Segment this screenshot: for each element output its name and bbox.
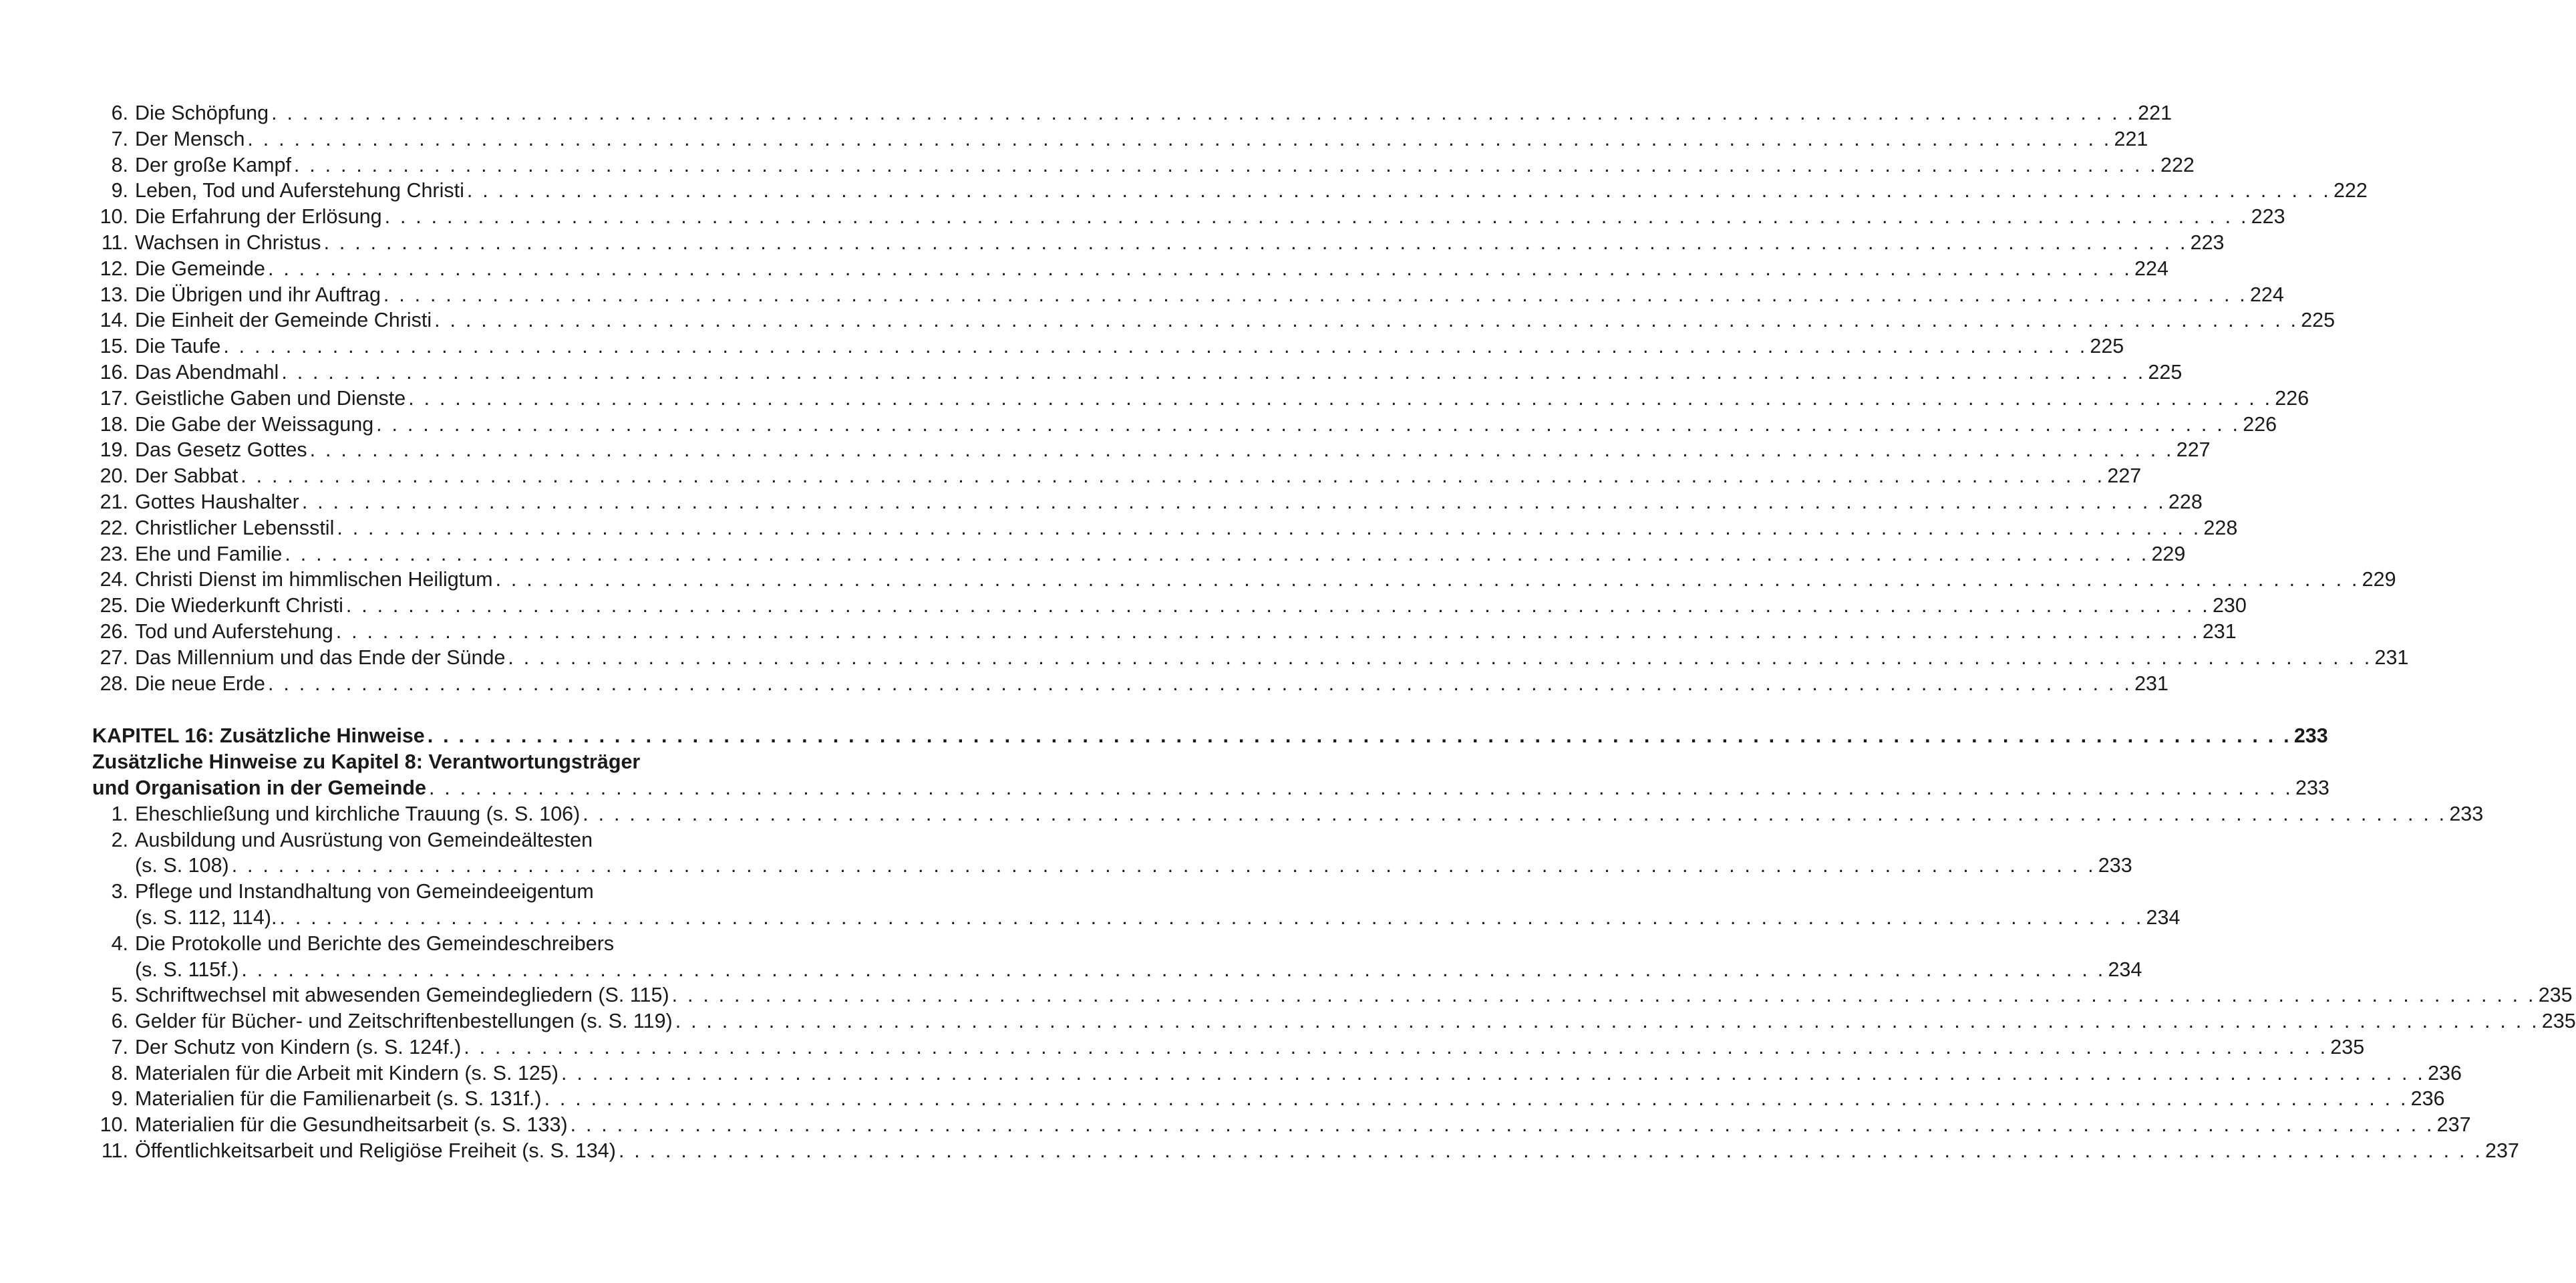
toc-entry[interactable] (92, 567, 2396, 593)
toc-entry[interactable] (92, 1086, 2445, 1112)
dot-leader: . . . . . . . . . . . . . . . . . . . . . . . . . . . . . . . . . . . . . . . . . . . . . . . . . . . . . . . . . . . . . . . . . . . . . . . . . . . . . . . . . . . . . . . . . . . . . . . . . . . . . . . . . . . . . . . . . . . . . . . . (466, 179, 2331, 202)
entry-number: 27. (100, 646, 128, 669)
entry-title: Die Gemeinde (135, 257, 265, 280)
entry-number: 8. (111, 1061, 128, 1085)
entry-number: 6. (111, 102, 128, 124)
dot-leader: . . . . . . . . . . . . . . . . . . . . . . . . . . . . . . . . . . . . . . . . . . . . . . . . . . . . . . . . . . . . . . . . . . . . . . . . . . . . . . . . . . . . . . . . . . . . . . . . . . . . . . . . . . . . . . . . . . . . . . . . (335, 619, 2200, 643)
dot-leader: . . . . . . . . . . . . . . . . . . . . . . . . . . . . . . . . . . . . . . . . . . . . . . . . . . . . . . . . . . . . . . . . . . . . . . . . . . . . . . . . . . . . . . . . . . . . . . . . . . . . . . . . . . . . . . . . . . . . . . . . (231, 854, 2096, 877)
entry-title: Der große Kampf (135, 153, 291, 176)
entry-page: 226 (2275, 386, 2309, 410)
entry-page: 231 (2374, 646, 2409, 669)
toc-entry[interactable] (92, 412, 2277, 438)
entry-number: 25. (100, 594, 128, 617)
dot-leader: . . . . . . . . . . . . . . . . . . . . . . . . . . . . . . . . . . . . . . . . . . . . . . . . . . . . . . . . . . . . . . . . . . . . . . . . . . . . . . . . . . . . . . . . . . . . . . . . . . . . . . . . . . . . . . . . . . . . . . . . (271, 102, 2136, 124)
entry-title: Die Erfahrung der Erlösung (135, 205, 382, 229)
toc-entry[interactable] (92, 1138, 2519, 1164)
toc-entry[interactable] (92, 541, 2186, 567)
toc-entry[interactable] (92, 126, 2148, 152)
toc-entry[interactable] (92, 1034, 2365, 1060)
dot-leader: . . . . . . . . . . . . . . . . . . . . . . . . . . . . . . . . . . . . . . . . . . . . . . . . . . . . . . . . . . . . . . . . . . . . . . . . . . . . . . . . . . . . . . . . . . . . . . . . . . . . . . . . . . . . . . . . . . . . . . . . (241, 958, 2106, 981)
entry-page: 235 (2541, 1010, 2576, 1033)
section-title-line2: und Organisation in der Gemeinde (92, 776, 426, 799)
toc-entry[interactable] (92, 178, 2368, 204)
entry-title: Christi Dienst im himmlischen Heiligtum (135, 568, 493, 591)
entry-title-continuation: (s. S. 112, 114). (135, 905, 277, 929)
entry-title-continuation: (s. S. 108) (135, 854, 229, 877)
dot-leader: . . . . . . . . . . . . . . . . . . . . . . . . . . . . . . . . . . . . . . . . . . . . . . . . . . . . . . . . . . . . . . . . . . . . . . . . . . . . . . . . . . . . . . . . . . . . . . . . . . . . . . . . . . . . . . . . . . . . . . . . (671, 984, 2536, 1007)
toc-entry[interactable] (92, 619, 2237, 645)
entry-page: 235 (2330, 1035, 2365, 1058)
entry-number: 23. (100, 542, 128, 565)
table-of-contents (92, 100, 2576, 1164)
dot-leader: . . . . . . . . . . . . . . . . . . . . . . . . . . . . . . . . . . . . . . . . . . . . . . . . . . . . . . . . . . . . . . . . . . . . . . . . . . . . . . . . . . . . . . . . . . . . . . . . . . . . . . . . . . . . . . . . . . . . . . . . (675, 1010, 2539, 1033)
toc-entry[interactable] (92, 1112, 2471, 1138)
dot-leader: . . . . . . . . . . . . . . . . . . . . . . . . . . . . . . . . . . . . . . . . . . . . . . . . . . . . . . . . . . . . . . . . . . . . . . . . . . . . . . . . . . . . . . . . . . . . . . . . . . . . . . . . . . . . . . . . . . . . . . . . (268, 672, 2132, 695)
entry-title: Die Schöpfung (135, 102, 269, 124)
entry-number: 26. (100, 619, 128, 643)
entry-page: 234 (2146, 905, 2181, 929)
entry-page: 235 (2538, 984, 2573, 1007)
entry-page: 223 (2251, 205, 2285, 229)
dot-leader: . . . . . . . . . . . . . . . . . . . . . . . . . . . . . . . . . . . . . . . . . . . . . . . . . . . . . . . . . . . . . . . . . . . . . . . . . . . . . . . . . . . . . . . . . . . . . . . . . . . . . . . . . . . . . . . . . . . . . . . . (240, 464, 2105, 488)
toc-entry[interactable] (92, 879, 731, 905)
entry-page: 224 (2134, 257, 2168, 280)
entry-page: 231 (2202, 619, 2237, 643)
entry-page: 227 (2107, 464, 2142, 488)
dot-leader: . . . . . . . . . . . . . . . . . . . . . . . . . . . . . . . . . . . . . . . . . . . . . . . . . . . . . . . . . . . . . . . . . . . . . . . . . . . . . . . . . . . . . . . . . . . . . . . . . . . . . . . . . . . . . . . . . . . . . . . . (434, 309, 2299, 332)
entry-page: 225 (2090, 335, 2124, 358)
entry-number: 24. (100, 568, 128, 591)
dot-leader: . . . . . . . . . . . . . . . . . . . . . . . . . . . . . . . . . . . . . . . . . . . . . . . . . . . . . . . . . . . . . . . . . . . . . . . . . . . . . . . . . . . . . . . . . . . . . . . . . . . . . . . . . . . . . . . . . . . . . . . . (345, 594, 2210, 617)
entry-number: 6. (111, 1010, 128, 1033)
dot-leader: . . . . . . . . . . . . . . . . . . . . . . . . . . . . . . . . . . . . . . . . . . . . . . . . . . . . . . . . . . . . . . . . . . . . . . . . . . . . . . . . . . . . . . . . . . . . . . . . . . . . . . . . . . . . . . . . . . . . . . . . (383, 283, 2247, 306)
entry-title: Der Sabbat (135, 464, 238, 488)
dot-leader: . . . . . . . . . . . . . . . . . . . . . . . . . . . . . . . . . . . . . . . . . . . . . . . . . . . . . . . . . . . . . . . . . . . . . . . . . . . . . . . . . . . . . . . . . . . . . . . . . . . . . . . . . . . . . . . . . . . . . . . . (301, 490, 2166, 513)
entry-title: Pflege und Instandhaltung von Gemeindeeigentum (135, 880, 594, 903)
toc-entry[interactable] (92, 671, 2168, 697)
dot-leader: . . . . . . . . . . . . . . . . . . . . . . . . . . . . . . . . . . . . . . . . . . . . . . . . . . . . . . . . . . . . . . . . . . . . . . . . . . . . . . . . . . . . . . . . . . . . . . . . . . . . . . . . . . . . . . . . . . . . . . . . (570, 1113, 2434, 1137)
dot-leader: . . . . . . . . . . . . . . . . . . . . . . . . . . . . . . . . . . . . . . . . . . . . . . . . . . . . . . . . . . . . . . . . . . . . . . . . . . . . . . . . . . . . . . . . . . . . . . . . . . . . . . . . . . . . . . . . . . . . . . . . (337, 516, 2201, 539)
entry-number: 22. (100, 516, 128, 539)
toc-entry[interactable] (92, 515, 2238, 541)
entry-title: Leben, Tod und Auferstehung Christi (135, 179, 464, 202)
dot-leader: . . . . . . . . . . . . . . . . . . . . . . . . . . . . . . . . . . . . . . . . . . . . . . . . . . . . . . . . . . . . . . . . . . . . . . . . . . . . . . . . . . . . . . . . . . . . . . . . . . . . . . . . . . . . . . . . . . . . . . . . (293, 153, 2158, 176)
toc-entry[interactable] (92, 256, 2168, 282)
dot-leader: . . . . . . . . . . . . . . . . . . . . . . . . . . . . . . . . . . . . . . . . . . . . . . . . . . . . . . . . . . . . . . . . . . . . . . . . . . . . . . . . . . . . . . . . . . . . . . . . . . . . . . . . . . . . . . . . . . . . . . . . (384, 205, 2249, 229)
entry-title: Öffentlichkeitsarbeit und Religiöse Freiheit (s. S. 134) (135, 1139, 616, 1163)
entry-page: 221 (2114, 127, 2148, 150)
entry-page: 221 (2138, 102, 2172, 124)
toc-entry[interactable] (92, 801, 2484, 827)
entry-title: Ehe und Familie (135, 542, 283, 565)
dot-leader: . . . . . . . . . . . . . . . . . . . . . . . . . . . . . . . . . . . . . . . . . . . . . . . . . . . . . . . . . . . . . . . . . . . . . . . . . . . . . . . . . . . . . . . . . . . . . . . . . . . . . . . . . . . . . . . . . . . . . . . . (464, 1035, 2328, 1058)
dot-leader: . . . . . . . . . . . . . . . . . . . . . . . . . . . . . . . . . . . . . . . . . . . . . . . . . . . . . . . . . . . . . . . . . . . . . . . . . . . . . . . . . . . . . . . . . . . . . . . . . . . . . . . . . . . . . . . . . . . . . . . . (561, 1061, 2426, 1085)
entry-number: 10. (100, 205, 128, 229)
entry-page: 227 (2176, 438, 2211, 462)
dot-leader: . . . . . . . . . . . . . . . . . . . . . . . . . . . . . . . . . . . . . . . . . . . . . . . . . . . . . . . . . . . . . . . . . . . . . . . . . . . . . . . . . . . . . . . . . . . . . . . . . . . . . . . . . . . . . . . . . . . . . . . . (281, 360, 2146, 384)
entry-number: 5. (111, 984, 128, 1007)
toc-entry[interactable] (92, 152, 2195, 178)
toc-entry[interactable] (92, 437, 2211, 463)
entry-title: Gottes Haushalter (135, 490, 299, 513)
toc-entry[interactable] (92, 282, 2284, 308)
entry-page: 230 (2212, 594, 2247, 617)
entry-number: 28. (100, 672, 128, 695)
entry-title: Die Gabe der Weissagung (135, 412, 374, 436)
entry-title: Die Einheit der Gemeinde Christi (135, 309, 432, 332)
entry-number: 2. (111, 828, 128, 851)
toc-entry[interactable] (92, 645, 2409, 671)
entry-number: 18. (100, 412, 128, 436)
entry-page: 231 (2134, 672, 2168, 695)
entry-number: 17. (100, 386, 128, 410)
entry-number: 20. (100, 464, 128, 488)
toc-entry[interactable] (92, 827, 731, 853)
entry-title: Die Wiederkunft Christi (135, 594, 343, 617)
entry-number: 7. (111, 127, 128, 150)
toc-list-notes (92, 801, 2576, 1164)
toc-entry[interactable] (92, 204, 2285, 230)
entry-title: Gelder für Bücher- und Zeitschriftenbestellungen (s. S. 119) (135, 1010, 673, 1033)
entry-number: 3. (111, 880, 128, 903)
entry-number: 4. (111, 932, 128, 955)
entry-number: 7. (111, 1035, 128, 1058)
entry-title: Geistliche Gaben und Dienste (135, 386, 406, 410)
toc-entry[interactable] (92, 307, 2336, 333)
dot-leader: . . . . . . . . . . . . . . . . . . . . . . . . . . . . . . . . . . . . . . . . . . . . . . . . . . . . . . . . . . . . . . . . . . . . . . . . . . . . . . . . . . . . . . . . . . . . . . . . . . . . . . . . . . . . . . . . . . . . . . . . (408, 386, 2273, 410)
dot-leader: . . . . . . . . . . . . . . . . . . . . . . . . . . . . . . . . . . . . . . . . . . . . . . . . . . . . . . . . . . . . . . . . . . . . . . . . . . . . . . . . . . . . . . . . . . . . . . . . . . . . . . . . . . . . . . . . . . . . . . . . (618, 1139, 2482, 1163)
toc-entry[interactable] (92, 1060, 2462, 1087)
entry-page: 236 (2410, 1087, 2445, 1111)
entry-title: Die Übrigen und ihr Auftrag (135, 283, 381, 306)
chapter-title: KAPITEL 16: Zusätzliche Hinweise (92, 724, 425, 748)
entry-page: 233 (2449, 802, 2484, 825)
dot-leader: . . . . . . . . . . . . . . . . . . . . . . . . . . . . . . . . . . . . . . . . . . . . . . . . . . . . . . . . . . . . . . . . . . . . . . . . . . . . . . . . . . . . . . . . . . . . . . . . . . . . . . . . . . . . . . . . . . . . . . . . (323, 231, 2188, 254)
entry-page: 236 (2428, 1061, 2462, 1085)
toc-entry[interactable] (92, 230, 2225, 256)
toc-entry-continuation[interactable] (92, 957, 2142, 983)
dot-leader: . . . . . . . . . . . . . . . . . . . . . . . . . . . . . . . . . . . . . . . . . . . . . . . . . . . . . . . . . . . . . . . . . . . . . . . . . . . . . . . . . . . . . . . . . . . . . . . . . . . . . . . . . . . . . . . . . . . . . . . . (267, 257, 2132, 280)
dot-leader: . . . . . . . . . . . . . . . . . . . . . . . . . . . . . . . . . . . . . . . . . . . . . . . . . . . . . . . . . . . . . . . . . . . . . . . . . . . . . . . . . . . . . . . . . . . . . . . . . . . . . . . . . . . . . . . . . . . . . . . . (495, 568, 2360, 591)
entry-number: 19. (100, 438, 128, 462)
entry-page: 223 (2190, 231, 2225, 254)
dot-leader: . . . . . . . . . . . . . . . . . . . . . . . . . . . . . . . . . . . . . . . . . . . . . . . . . . . . . . . . . . . . . . . . . . . . . . . . . . . . . . . . . . . . . . . . . . . . . . . . . . . . . . . . . . . . . . . . . . . . . . . . (428, 776, 2293, 799)
section-heading-line1[interactable] (92, 749, 731, 775)
entry-number: 12. (100, 257, 128, 280)
entry-number: 9. (111, 1087, 128, 1111)
entry-number: 10. (100, 1113, 128, 1137)
toc-entry[interactable] (92, 593, 2247, 619)
entry-number: 11. (101, 231, 128, 254)
entry-page: 225 (2148, 360, 2183, 384)
toc-list-creeds (92, 100, 2409, 696)
section-page: 233 (2295, 776, 2329, 799)
entry-number: 15. (100, 335, 128, 358)
entry-title: Materialen für die Arbeit mit Kindern (s. S. 125) (135, 1061, 559, 1085)
section-heading-line2[interactable] (92, 775, 2329, 801)
dot-leader: . . . . . . . . . . . . . . . . . . . . . . . . . . . . . . . . . . . . . . . . . . . . . . . . . . . . . . . . . . . . . . . . . . . . . . . . . . . . . . . . . . . . . . . . . . . . . . . . . . . . . . . . . . . . . . . . . . . . . . . . (376, 412, 2241, 436)
dot-leader: . . . . . . . . . . . . . . . . . . . . . . . . . . . . . . . . . . . . . . . . . . . . . . . . . . . . . . . . . . . . . . . . . . . . . . . . . . . . . . . . . . . . . . . . . . . . . . . . . . . . . . . . . . . . . . . . . . . . . . . . (544, 1087, 2408, 1111)
toc-entry-continuation[interactable] (92, 853, 2132, 879)
chapter-page: 233 (2293, 724, 2328, 748)
entry-number: 9. (111, 179, 128, 202)
entry-page: 229 (2362, 568, 2396, 591)
entry-title: Die Taufe (135, 335, 221, 358)
entry-page: 233 (2098, 854, 2132, 877)
entry-title: Tod und Auferstehung (135, 619, 333, 643)
entry-title: Das Abendmahl (135, 360, 279, 384)
entry-title: Christlicher Lebensstil (135, 516, 335, 539)
toc-entry-continuation[interactable] (92, 905, 2181, 931)
entry-page: 234 (2108, 958, 2142, 981)
entry-page: 222 (2333, 179, 2368, 202)
entry-title: Das Gesetz Gottes (135, 438, 307, 462)
toc-entry[interactable] (92, 982, 2573, 1008)
dot-leader: . . . . . . . . . . . . . . . . . . . . . . . . . . . . . . . . . . . . . . . . . . . . . . . . . . . . . . . . . . . . . . . . . . . . . . . . . . . . . . . . . . . . . . . . . . . . . . . . . . . . . . . . . . . . . . . . . . . . . . . . (309, 438, 2174, 462)
toc-entry[interactable] (92, 931, 731, 957)
entry-title: Der Mensch (135, 127, 245, 150)
entry-title-continuation: (s. S. 115f.) (135, 958, 239, 981)
entry-title: Der Schutz von Kindern (s. S. 124f.) (135, 1035, 462, 1058)
toc-entry[interactable] (92, 333, 2124, 360)
dot-leader: . . . . . . . . . . . . . . . . . . . . . . . . . . . . . . . . . . . . . . . . . . . . . . . . . . . . . . . . . . . . . . . . . . . . . . . . . . . . . . . . . . . . . . . . . . . . . . . . . . . . . . . . . . . . . . . . . . . . . . . . (285, 542, 2149, 565)
toc-entry[interactable] (92, 100, 2172, 126)
spacer (92, 696, 731, 723)
entry-page: 222 (2160, 153, 2195, 176)
entry-page: 237 (2485, 1139, 2519, 1163)
entry-title: Materialien für die Familienarbeit (s. S. 131f.) (135, 1087, 542, 1111)
entry-title: Schriftwechsel mit abwesenden Gemeindegliedern (S. 115) (135, 984, 669, 1007)
entry-number: 8. (111, 153, 128, 176)
entry-number: 11. (101, 1139, 128, 1163)
entry-page: 225 (2301, 309, 2336, 332)
entry-number: 13. (100, 283, 128, 306)
entry-page: 229 (2151, 542, 2186, 565)
entry-page: 228 (2203, 516, 2238, 539)
dot-leader: . . . . . . . . . . . . . . . . . . . . . . . . . . . . . . . . . . . . . . . . . . . . . . . . . . . . . . . . . . . . . . . . . . . . . . . . . . . . . . . . . . . . . . . . . . . . . . . . . . . . . . . . . . . . . . . . . . . . . . . . (223, 335, 2088, 358)
entry-number: 16. (100, 360, 128, 384)
chapter-heading[interactable] (92, 723, 2328, 749)
toc-entry[interactable] (92, 386, 2309, 412)
dot-leader: . . . . . . . . . . . . . . . . . . . . . . . . . . . . . . . . . . . . . . . . . . . . . . . . . . . . . . . . . . . . . . . . . . . . . . . . . . . . . . . . . . . . . . . . . . . . . . . . . . . . . . . . . . . . . . . . . . . . . . . . (427, 724, 2291, 748)
dot-leader: . . . . . . . . . . . . . . . . . . . . . . . . . . . . . . . . . . . . . . . . . . . . . . . . . . . . . . . . . . . . . . . . . . . . . . . . . . . . . . . . . . . . . . . . . . . . . . . . . . . . . . . . . . . . . . . . . . . . . . . . (508, 646, 2372, 669)
toc-entry[interactable] (92, 360, 2183, 386)
dot-leader: . . . . . . . . . . . . . . . . . . . . . . . . . . . . . . . . . . . . . . . . . . . . . . . . . . . . . . . . . . . . . . . . . . . . . . . . . . . . . . . . . . . . . . . . . . . . . . . . . . . . . . . . . . . . . . . . . . . . . . . . (279, 905, 2144, 929)
section-title-line1: Zusätzliche Hinweise zu Kapitel 8: Verantwortungsträger (92, 750, 641, 774)
dot-leader: . . . . . . . . . . . . . . . . . . . . . . . . . . . . . . . . . . . . . . . . . . . . . . . . . . . . . . . . . . . . . . . . . . . . . . . . . . . . . . . . . . . . . . . . . . . . . . . . . . . . . . . . . . . . . . . . . . . . . . . . (247, 127, 2112, 150)
entry-title: Wachsen in Christus (135, 231, 321, 254)
dot-leader: . . . . . . . . . . . . . . . . . . . . . . . . . . . . . . . . . . . . . . . . . . . . . . . . . . . . . . . . . . . . . . . . . . . . . . . . . . . . . . . . . . . . . . . . . . . . . . . . . . . . . . . . . . . . . . . . . . . . . . . . (583, 802, 2447, 825)
entry-title: Ausbildung und Ausrüstung von Gemeindeältesten (135, 828, 593, 851)
entry-page: 226 (2243, 412, 2277, 436)
toc-entry[interactable] (92, 463, 2142, 489)
entry-page: 224 (2249, 283, 2284, 306)
entry-number: 1. (111, 802, 128, 825)
entry-number: 21. (100, 490, 128, 513)
entry-number: 14. (100, 309, 128, 332)
entry-page: 228 (2168, 490, 2203, 513)
entry-title: Die Protokolle und Berichte des Gemeindeschreibers (135, 932, 615, 955)
entry-page: 237 (2436, 1113, 2471, 1137)
entry-title: Materialien für die Gesundheitsarbeit (s. S. 133) (135, 1113, 568, 1137)
entry-title: Die neue Erde (135, 672, 265, 695)
entry-title: Das Millennium und das Ende der Sünde (135, 646, 506, 669)
toc-entry[interactable] (92, 1008, 2576, 1034)
toc-entry[interactable] (92, 489, 2203, 515)
entry-title: Eheschließung und kirchliche Trauung (s. S. 106) (135, 802, 581, 825)
